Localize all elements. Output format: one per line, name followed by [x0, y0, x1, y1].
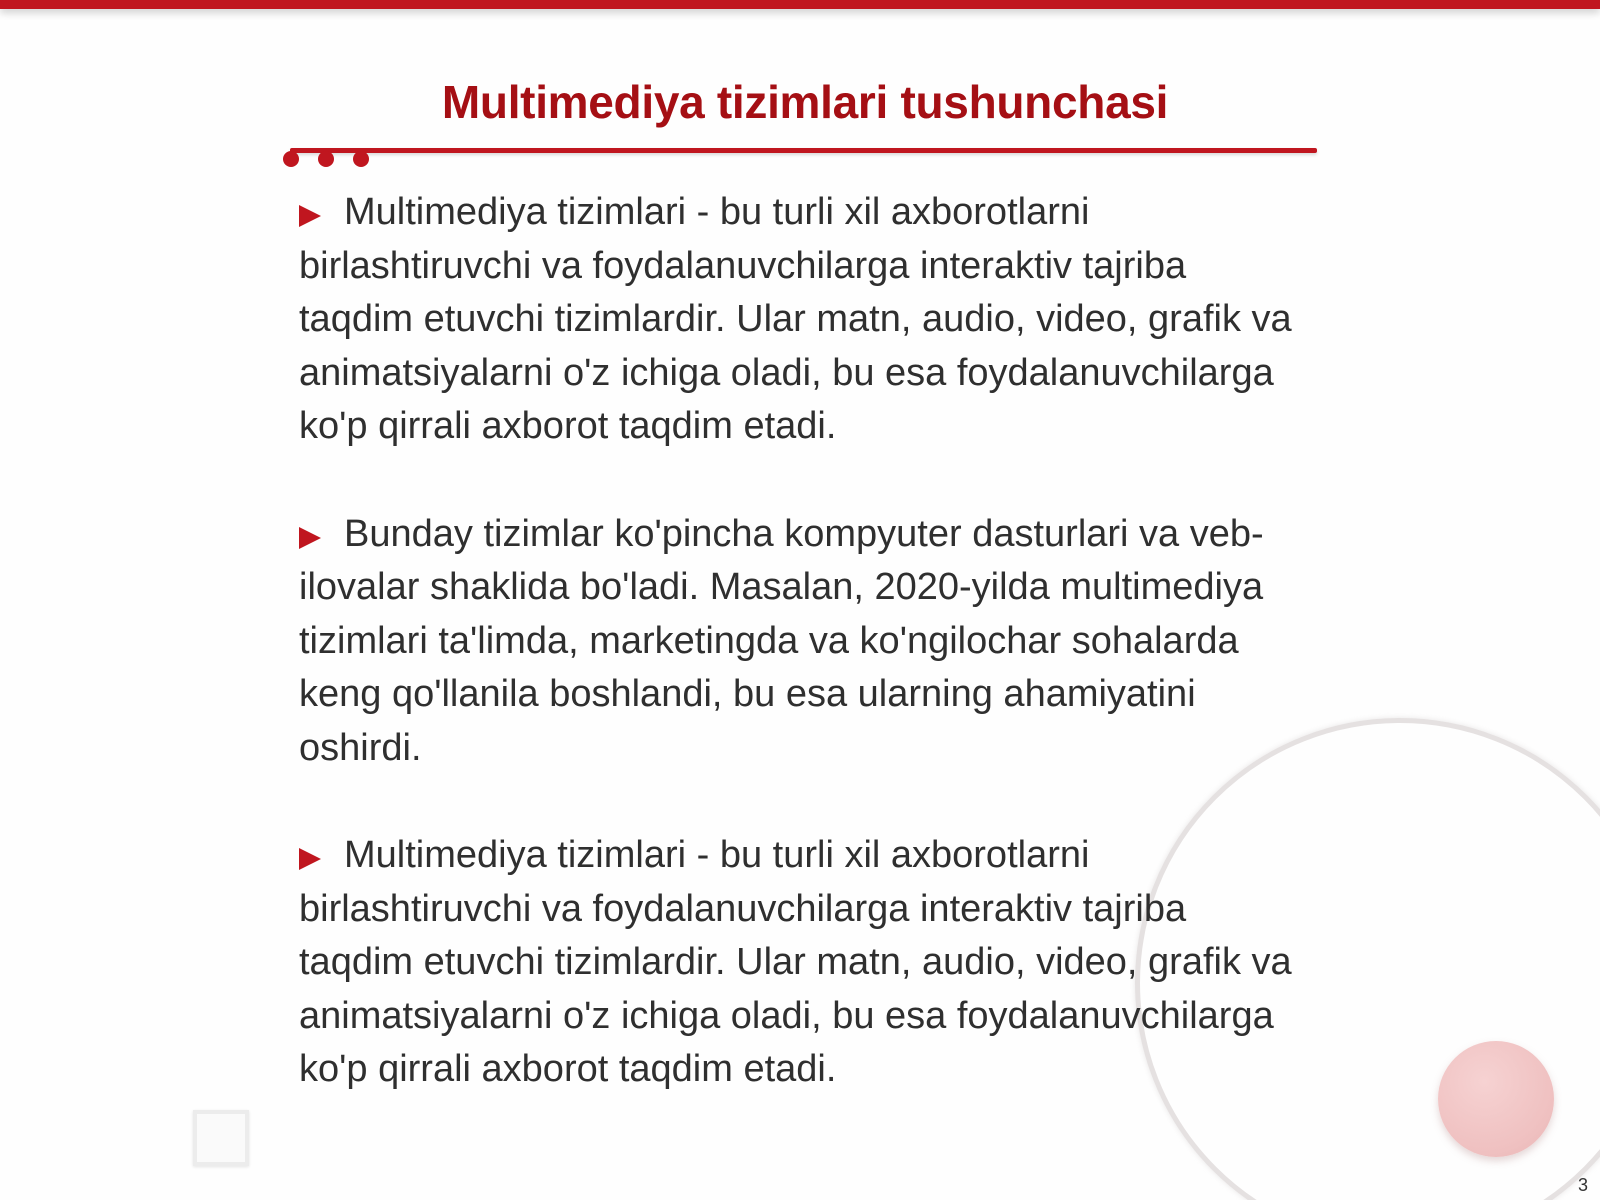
title-dot — [283, 151, 299, 167]
triangle-bullet-icon — [299, 205, 321, 227]
slide-title: Multimediya tizimlari tushunchasi — [441, 76, 1169, 128]
bullet-list — [299, 186, 1309, 1151]
page-number: 3 — [1577, 1175, 1588, 1195]
top-accent-bar — [0, 0, 1600, 9]
triangle-bullet-icon — [299, 527, 321, 549]
bullet-text: Multimediya tizimlari - bu turli xil axborotlarni birlashtiruvchi va foydalanuvchilarga interaktiv tajriba taqdim etuvchi tizimlardir. Ular matn, audio, video, grafik va animatsiyalarni o'z ichiga oladi, bu esa foydalanuvchilarga ko'p qirrali axborot taqdim etadi. — [299, 834, 1292, 1090]
bullet-text: Multimediya tizimlari - bu turli xil axborotlarni birlashtiruvchi va foydalanuvchilarga interaktiv tajriba taqdim etuvchi tizimlardir. Ular matn, audio, video, grafik va animatsiyalarni o'z ichiga oladi, bu esa foydalanuvchilarga ko'p qirrali axborot taqdim etadi. — [299, 191, 1292, 447]
decorative-square — [193, 1110, 249, 1166]
triangle-bullet-icon — [299, 848, 321, 870]
title-underline — [290, 148, 1317, 153]
decorative-circle — [1438, 1041, 1554, 1157]
bullet-item — [299, 186, 1309, 454]
title-dot — [318, 151, 334, 167]
bullet-text: Bunday tizimlar ko'pincha kompyuter dasturlari va veb-ilovalar shaklida bo'ladi. Masalan, 2020-yilda multimediya tizimlari ta'limda, marketingda va ko'ngilochar sohalarda keng qo'llanila boshlandi, bu esa ularning ahamiyatini oshirdi. — [299, 512, 1264, 769]
bullet-item — [299, 508, 1309, 776]
title-dot — [353, 151, 369, 167]
bullet-item — [299, 829, 1309, 1097]
